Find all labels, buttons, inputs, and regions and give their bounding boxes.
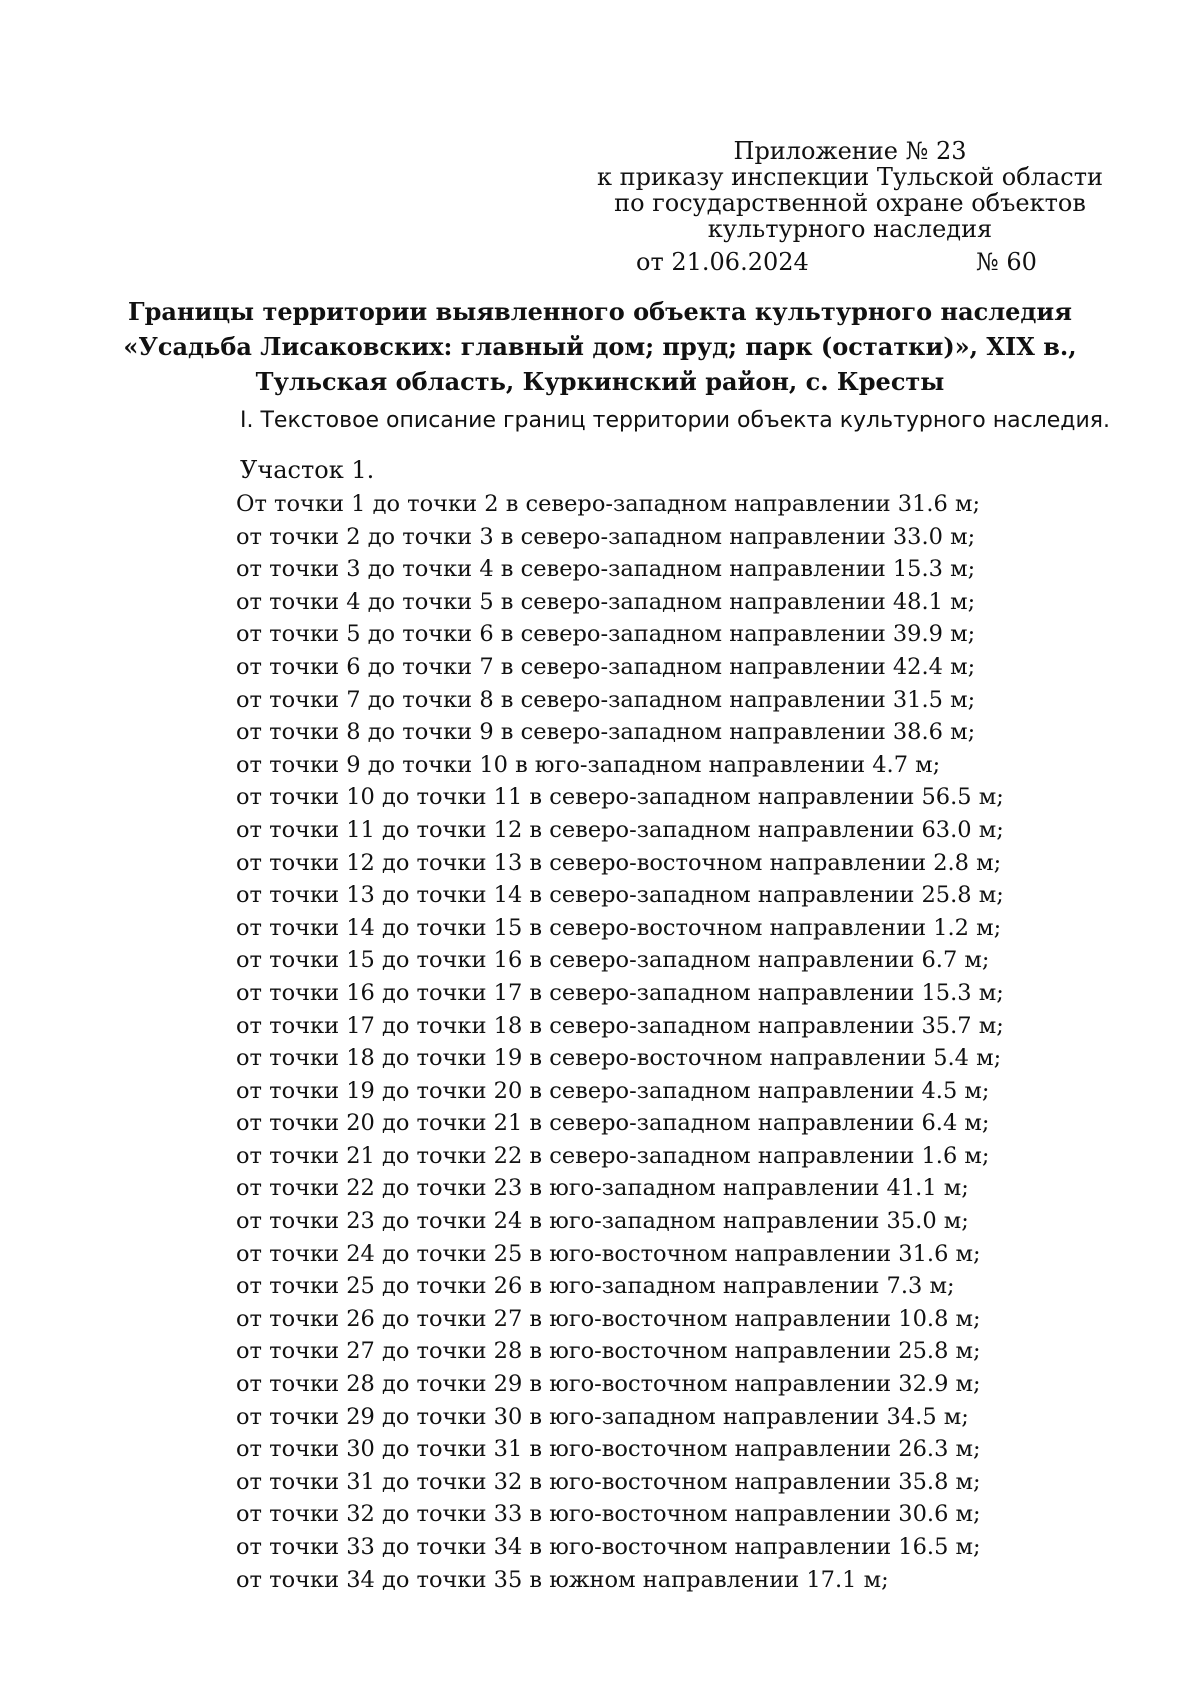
boundary-segment: от точки 17 до точки 18 в северо-западном направлении 35.7 м; bbox=[236, 1012, 1004, 1039]
boundary-segment: от точки 34 до точки 35 в южном направлении 17.1 м; bbox=[236, 1566, 889, 1593]
boundary-segment: от точки 19 до точки 20 в северо-западном направлении 4.5 м; bbox=[236, 1077, 990, 1104]
boundary-segment: от точки 27 до точки 28 в юго-восточном направлении 25.8 м; bbox=[236, 1338, 981, 1365]
annex-authority-line: культурного наследия bbox=[707, 215, 993, 243]
boundary-segment: от точки 6 до точки 7 в северо-западном направлении 42.4 м; bbox=[236, 653, 976, 680]
boundary-segment-list bbox=[236, 488, 1136, 1596]
document-title bbox=[100, 294, 1100, 399]
boundary-segment: от точки 14 до точки 15 в северо-восточном направлении 1.2 м; bbox=[236, 914, 1002, 941]
boundary-segment: от точки 3 до точки 4 в северо-западном направлении 15.3 м; bbox=[236, 556, 976, 583]
annex-order-reference: к приказу инспекции Тульской области bbox=[597, 163, 1103, 191]
boundary-segment: от точки 30 до точки 31 в юго-восточном направлении 26.3 м; bbox=[236, 1436, 981, 1463]
boundary-segment: от точки 24 до точки 25 в юго-восточном направлении 31.6 м; bbox=[236, 1240, 981, 1267]
boundary-segment: от точки 4 до точки 5 в северо-западном направлении 48.1 м; bbox=[236, 588, 976, 615]
boundary-segment: от точки 15 до точки 16 в северо-западном направлении 6.7 м; bbox=[236, 947, 990, 974]
boundary-segment: от точки 12 до точки 13 в северо-восточном направлении 2.8 м; bbox=[236, 849, 1002, 876]
annex-title: Приложение № 23 bbox=[733, 137, 967, 165]
parcel-label: Участок 1. bbox=[240, 456, 375, 484]
boundary-segment: от точки 9 до точки 10 в юго-западном направлении 4.7 м; bbox=[236, 751, 941, 778]
title-line: Границы территории выявленного объекта культурного наследия bbox=[128, 297, 1072, 326]
annex-authority-line: по государственной охране объектов bbox=[614, 189, 1086, 217]
boundary-segment: от точки 28 до точки 29 в юго-восточном направлении 32.9 м; bbox=[236, 1371, 981, 1398]
boundary-segment: от точки 18 до точки 19 в северо-восточном направлении 5.4 м; bbox=[236, 1045, 1002, 1072]
boundary-segment: от точки 11 до точки 12 в северо-западном направлении 63.0 м; bbox=[236, 816, 1004, 843]
boundary-segment: от точки 10 до точки 11 в северо-западном направлении 56.5 м; bbox=[236, 784, 1004, 811]
boundary-segment: от точки 29 до точки 30 в юго-западном направлении 34.5 м; bbox=[236, 1403, 969, 1430]
annex-header bbox=[580, 138, 1120, 242]
boundary-segment: от точки 26 до точки 27 в юго-восточном направлении 10.8 м; bbox=[236, 1305, 981, 1332]
boundary-segment: от точки 7 до точки 8 в северо-западном направлении 31.5 м; bbox=[236, 686, 976, 713]
boundary-segment: от точки 2 до точки 3 в северо-западном направлении 33.0 м; bbox=[236, 523, 976, 550]
boundary-segment: от точки 23 до точки 24 в юго-западном направлении 35.0 м; bbox=[236, 1208, 969, 1235]
boundary-segment: От точки 1 до точки 2 в северо-западном направлении 31.6 м; bbox=[236, 491, 981, 517]
boundary-segment: от точки 33 до точки 34 в юго-восточном направлении 16.5 м; bbox=[236, 1534, 981, 1560]
order-date: от 21.06.2024 bbox=[636, 248, 809, 276]
section-heading: I. Текстовое описание границ территории объекта культурного наследия. bbox=[240, 408, 1111, 433]
title-line: «Усадьба Лисаковских: главный дом; пруд; парк (остатки)», XIX в., bbox=[123, 332, 1077, 361]
boundary-segment: от точки 16 до точки 17 в северо-западном направлении 15.3 м; bbox=[236, 979, 1004, 1006]
boundary-segment: от точки 22 до точки 23 в юго-западном направлении 41.1 м; bbox=[236, 1175, 969, 1202]
boundary-segment: от точки 13 до точки 14 в северо-западном направлении 25.8 м; bbox=[236, 882, 1004, 909]
order-number: № 60 bbox=[976, 248, 1037, 276]
boundary-segment: от точки 20 до точки 21 в северо-западном направлении 6.4 м; bbox=[236, 1110, 990, 1137]
boundary-segment: от точки 8 до точки 9 в северо-западном направлении 38.6 м; bbox=[236, 719, 976, 746]
boundary-segment: от точки 25 до точки 26 в юго-западном направлении 7.3 м; bbox=[236, 1273, 955, 1300]
boundary-segment: от точки 5 до точки 6 в северо-западном направлении 39.9 м; bbox=[236, 621, 976, 648]
boundary-segment: от точки 31 до точки 32 в юго-восточном направлении 35.8 м; bbox=[236, 1468, 981, 1495]
boundary-segment: от точки 32 до точки 33 в юго-восточном направлении 30.6 м; bbox=[236, 1501, 981, 1528]
title-line: Тульская область, Куркинский район, с. Кресты bbox=[255, 367, 945, 396]
boundary-segment: от точки 21 до точки 22 в северо-западном направлении 1.6 м; bbox=[236, 1142, 990, 1169]
